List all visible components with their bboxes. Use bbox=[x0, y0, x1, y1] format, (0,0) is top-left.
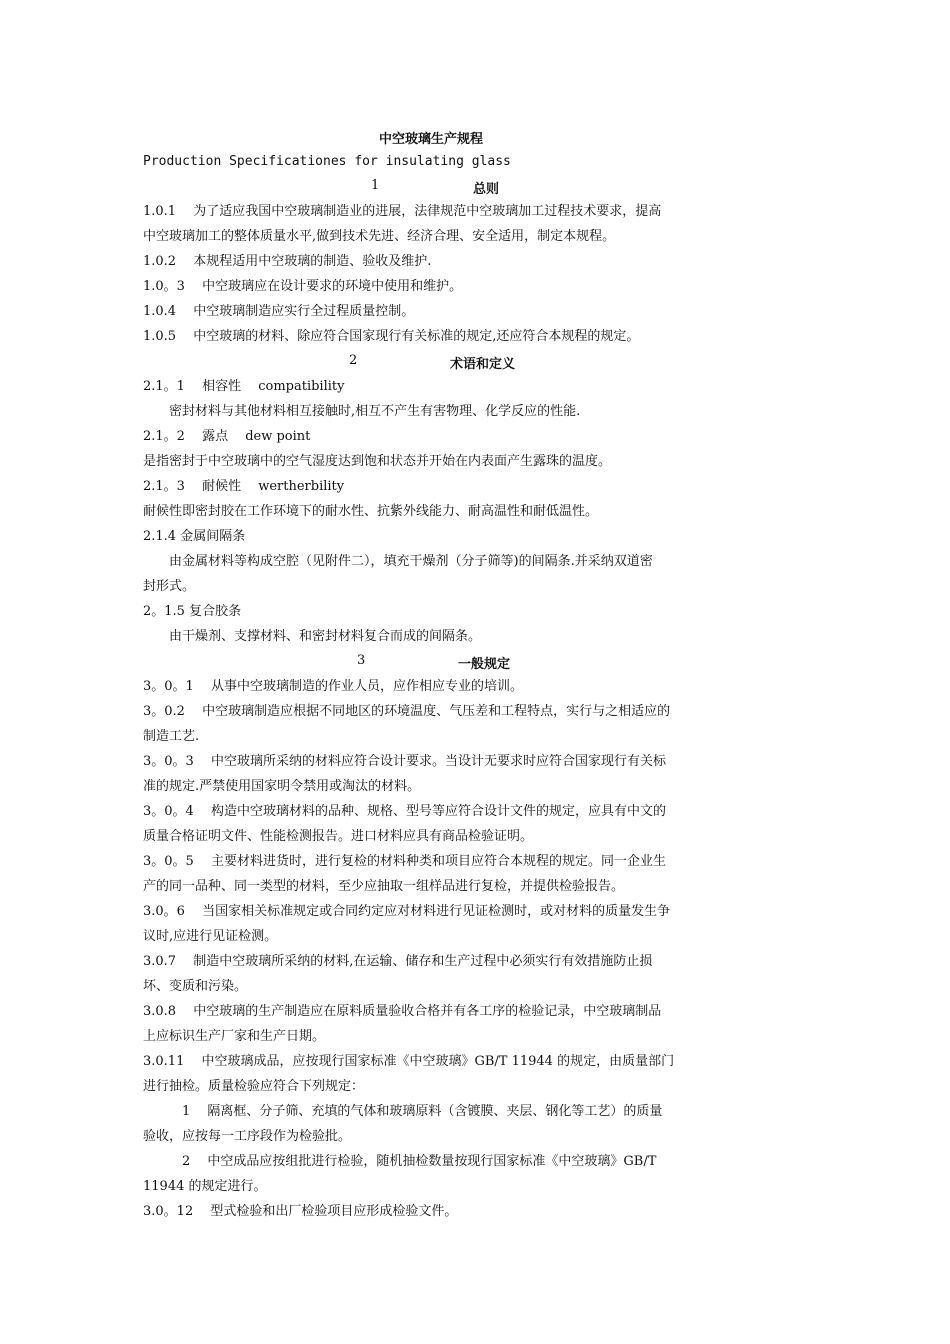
term-2-1-3-definition: 耐候性即密封胶在工作环境下的耐水性、抗紫外线能力、耐高温性和耐低温性。 bbox=[143, 504, 599, 519]
clause-1-0-5: 1.0.5 中空玻璃的材料、除应符合国家现行有关标准的规定,还应符合本规程的规定。 bbox=[143, 329, 640, 344]
section-2-number: 2 bbox=[349, 353, 358, 368]
clause-1-0-1: 1.0.1 为了适应我国中空玻璃制造业的进展，法律规范中空玻璃加工过程技术要求，提高 bbox=[143, 204, 662, 219]
clause-1-0-1-cont: 中空玻璃加工的整体质量水平,做到技术先进、经济合理、安全适用，制定本规程。 bbox=[143, 229, 616, 244]
section-3-title: 一般规定 bbox=[458, 657, 511, 672]
clause-3-0-4: 3。0。4 构造中空玻璃材料的品种、规格、型号等应符合设计文件的规定，应具有中文的 bbox=[143, 804, 666, 819]
clause-3-0-12: 3.0。12 型式检验和出厂检验项目应形成检验文件。 bbox=[143, 1204, 458, 1219]
term-2-1-2-definition: 是指密封于中空玻璃中的空气湿度达到饱和状态并开始在内表面产生露珠的温度。 bbox=[143, 454, 612, 469]
clause-1-0-2: 1.0.2 本规程适用中空玻璃的制造、验收及维护. bbox=[143, 254, 432, 269]
clause-1-0-4: 1.0.4 中空玻璃制造应实行全过程质量控制。 bbox=[143, 304, 415, 319]
section-3-number: 3 bbox=[357, 653, 366, 668]
term-2-1-5-definition: 由干燥剂、支撑材料、和密封材料复合而成的间隔条。 bbox=[143, 629, 482, 644]
clause-3-0-2: 3。0.2 中空玻璃制造应根据不同地区的环境温度、气压差和工程特点，实行与之相适应的 bbox=[143, 704, 671, 719]
clause-3-0-11-item-2-cont: 11944 的规定进行。 bbox=[143, 1179, 267, 1194]
clause-3-0-3-cont: 准的规定.严禁使用国家明令禁用或淘汰的材料。 bbox=[143, 779, 421, 794]
clause-3-0-11-item-1-cont: 验收，应按每一工序段作为检验批。 bbox=[143, 1129, 352, 1144]
clause-3-0-3: 3。0。3 中空玻璃所采纳的材料应符合设计要求。当设计无要求时应符合国家现行有关标 bbox=[143, 754, 666, 769]
term-2-1-2: 2.1。2 露点 dew point bbox=[143, 429, 311, 444]
term-2-1-5: 2。1.5 复合胶条 bbox=[143, 604, 242, 619]
clause-3-0-6-cont: 议时,应进行见证检测。 bbox=[143, 929, 278, 944]
clause-3-0-11-cont: 进行抽检。质量检验应符合下列规定： bbox=[143, 1079, 365, 1094]
clause-3-0-8: 3.0.8 中空玻璃的生产制造应在原料质量验收合格并有各工序的检验记录，中空玻璃制品 bbox=[143, 1004, 662, 1019]
clause-3-0-1: 3。0。1 从事中空玻璃制造的作业人员，应作相应专业的培训。 bbox=[143, 679, 523, 694]
term-2-1-3: 2.1。3 耐候性 wertherbility bbox=[143, 479, 345, 494]
document-title: 中空玻璃生产规程 bbox=[379, 132, 484, 147]
term-2-1-4: 2.1.4 金属间隔条 bbox=[143, 529, 246, 544]
clause-3-0-4-cont: 质量合格证明文件、性能检测报告。进口材料应具有商品检验证明。 bbox=[143, 829, 534, 844]
term-2-1-4-definition: 由金属材料等构成空腔（见附件二），填充干燥剂（分子筛等)的间隔条.并采纳双道密 bbox=[143, 554, 653, 569]
clause-3-0-11-item-1: 1 隔离框、分子筛、充填的气体和玻璃原料（含镀膜、夹层、钢化等工艺）的质量 bbox=[143, 1104, 663, 1119]
section-1-title: 总则 bbox=[473, 182, 500, 197]
clause-3-0-7-cont: 坏、变质和污染。 bbox=[143, 979, 248, 994]
clause-3-0-8-cont: 上应标识生产厂家和生产日期。 bbox=[143, 1029, 326, 1044]
clause-3-0-2-cont: 制造工艺. bbox=[143, 729, 200, 744]
clause-3-0-11: 3.0.11 中空玻璃成品，应按现行国家标准《中空玻璃》GB/T 11944 的规定，由质量部门 bbox=[143, 1054, 675, 1069]
document-subtitle: Production Specificationes for insulating glass bbox=[143, 154, 511, 169]
clause-3-0-11-item-2: 2 中空成品应按组批进行检验，随机抽检数量按现行国家标准《中空玻璃》GB/T bbox=[143, 1154, 657, 1169]
clause-3-0-5-cont: 产的同一品种、同一类型的材料，至少应抽取一组样品进行复检，并提供检验报告。 bbox=[143, 879, 625, 894]
term-2-1-1-definition: 密封材料与其他材料相互接触时,相互不产生有害物理、化学反应的性能. bbox=[143, 404, 581, 419]
section-1-number: 1 bbox=[371, 178, 380, 193]
clause-3-0-5: 3。0。5 主要材料进货时，进行复检的材料种类和项目应符合本规程的规定。同一企业生 bbox=[143, 854, 666, 869]
clause-3-0-7: 3.0.7 制造中空玻璃所采纳的材料,在运输、储存和生产过程中必须实行有效措施防止损 bbox=[143, 954, 653, 969]
clause-1-0-3: 1.0。3 中空玻璃应在设计要求的环境中使用和维护。 bbox=[143, 279, 463, 294]
term-2-1-1: 2.1。1 相容性 compatibility bbox=[143, 379, 345, 394]
term-2-1-4-definition-cont: 封形式。 bbox=[143, 579, 196, 594]
section-2-title: 术语和定义 bbox=[450, 357, 516, 372]
clause-3-0-6: 3.0。6 当国家相关标准规定或合同约定应对材料进行见证检测时，或对材料的质量发生争 bbox=[143, 904, 671, 919]
